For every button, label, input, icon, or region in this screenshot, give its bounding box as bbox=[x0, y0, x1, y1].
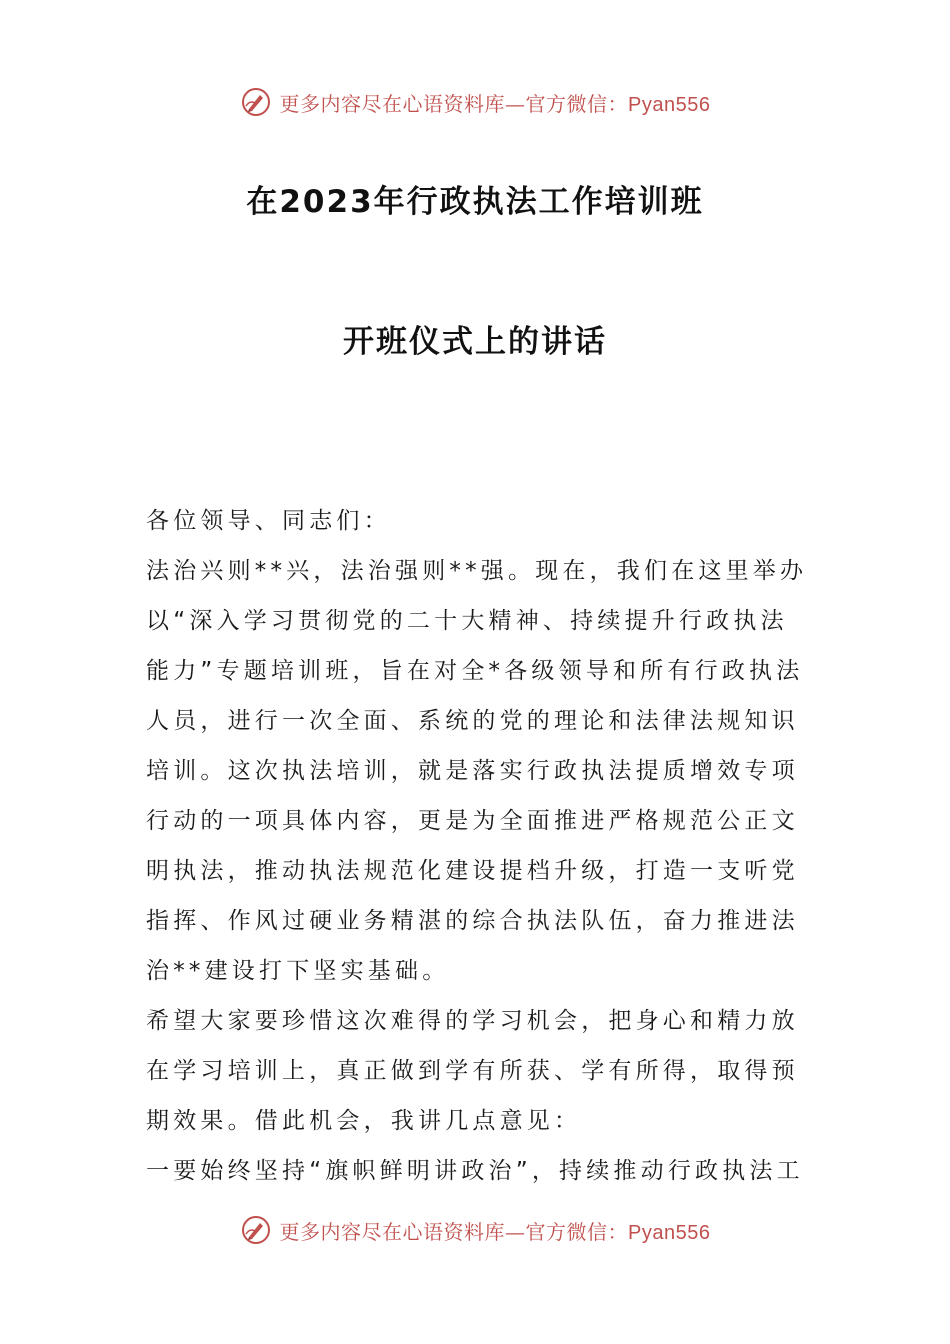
body-paragraph: 希望大家要珍惜这次难得的学习机会，把身心和精力放在学习培训上，真正做到学有所获、学有所得，取得预期效果。借此机会，我讲几点意见： bbox=[146, 1008, 799, 1134]
watermark-text: 更多内容尽在心语资料库—官方微信：Pyan556 bbox=[279, 1219, 711, 1244]
watermark-text: 更多内容尽在心语资料库—官方微信：Pyan556 bbox=[279, 91, 711, 116]
salutation-paragraph: 各位领导、同志们： bbox=[146, 508, 391, 534]
body-paragraph: 法治兴则**兴，法治强则**强。现在，我们在这里举办以“深入学习贯彻党的二十大精神、持续提升行政执法能力”专题培训班，旨在对全*各级领导和所有行政执法人员，进行一次全面、系统的党的理论和法律法规知识培训。这次执法培训，就是落实行政执法提质增效专项行动的一项具体内容，更是为全面推进严格规范公正文明执法，推动执法规范化建设提档升级，打造一支听党指挥、作风过硬业务精湛的综合执法队伍，奋力推进法治**建设打下坚实基础。 bbox=[146, 558, 808, 984]
document-title-line-2: 开班仪式上的讲话 bbox=[343, 324, 607, 360]
footer-watermark bbox=[0, 1210, 950, 1250]
header-watermark bbox=[0, 82, 950, 122]
body-paragraph: 一要始终坚持“旗帜鲜明讲政治”，持续推动行政执法工 bbox=[146, 1158, 804, 1184]
document-title-line-1: 在2023年行政执法工作培训班 bbox=[246, 184, 704, 220]
document-body bbox=[146, 496, 810, 1196]
pen-logo-icon bbox=[240, 1214, 272, 1246]
pen-logo-icon bbox=[240, 86, 272, 118]
